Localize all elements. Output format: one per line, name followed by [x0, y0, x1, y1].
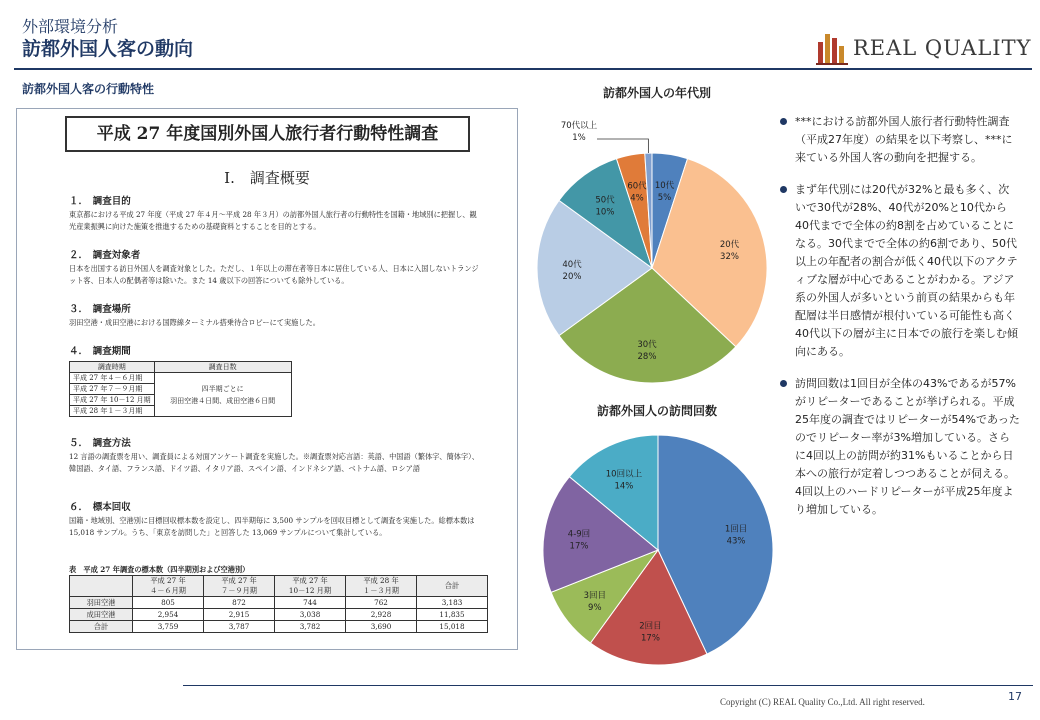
table-header: 調査時期: [70, 362, 155, 373]
sample-count-table: [69, 575, 488, 633]
slice-value-label: 28%: [637, 351, 657, 362]
table-cell: 3,787: [204, 621, 275, 633]
commentary-list: [780, 113, 1020, 533]
slice-category-label: 50代: [595, 195, 615, 206]
table-cell: 3,759: [133, 621, 204, 633]
table-header-line: １－３月期: [363, 586, 399, 595]
table-cell: 2,915: [204, 609, 275, 621]
table-header-line: 平成 27 年: [292, 576, 328, 585]
age-chart-title: 訪都外国人の年代別: [602, 86, 711, 100]
bullet-icon: [780, 118, 787, 125]
footer-divider: [183, 685, 1033, 686]
sample-table-caption: 表 平成 27 年調査の標本数（四半期別および空港別）: [69, 565, 250, 574]
table-row: [70, 609, 488, 621]
table-cell: 平成 28 年１－３月期: [70, 406, 155, 417]
slice-value-label: 10%: [595, 207, 615, 218]
document-section-heading: ５． 調査方法: [69, 438, 131, 449]
table-cell: 3,782: [275, 621, 346, 633]
page-supertitle: 外部環境分析: [22, 17, 119, 36]
table-row: [70, 597, 488, 609]
table-header: 調査日数: [154, 362, 291, 373]
slice-category-label: 60代: [627, 181, 647, 192]
document-section-heading: １． 調査目的: [69, 196, 131, 207]
document-section-heading: ３． 調査場所: [69, 304, 131, 315]
logo-text: REAL QUALITY: [853, 36, 1032, 60]
slice-category-label: 3回目: [583, 591, 606, 602]
commentary-item: [780, 181, 1020, 361]
slice-value-label: 17%: [569, 541, 589, 552]
slice-category-label: 40代: [562, 260, 582, 270]
document-section-body: 東京都における平成 27 年度（平成 27 年４月～平成 28 年３月）の訪都外国人旅行者の行動特性を国籍・地域別に把握し、観光産業振興に向けた施策を推進するための基礎資料とすることを目的とする。: [69, 210, 477, 231]
survey-days-line: 羽田空港４日間、成田空港６日間: [170, 396, 276, 405]
table-cell: 平成 27 年４－６月期: [70, 373, 155, 384]
table-cell: [154, 373, 291, 417]
table-cell: 3,690: [346, 621, 417, 633]
table-cell: 872: [204, 597, 275, 609]
slice-value-label: 4%: [630, 193, 644, 204]
commentary-item: [780, 375, 1020, 519]
table-cell: 平成 27 年７－９月期: [70, 384, 155, 395]
table-cell: 805: [133, 597, 204, 609]
table-row-label: 羽田空港: [70, 597, 133, 609]
document-section-body: 12 言語の調査票を用い、調査員による対面アンケート調査を実施した。※調査票対応言語：英語、中国語（繁体字、簡体字）、韓国語、タイ語、フランス語、ドイツ語、イタリア語、スペイン語、インドネシア語、ベトナム語、ロシア語: [69, 452, 479, 473]
table-header-line: ７－９月期: [221, 586, 257, 595]
table-header: [204, 576, 275, 597]
visit-pie-chart: [525, 420, 785, 670]
table-cell: 3,038: [275, 609, 346, 621]
slice-value-label: 1%: [572, 133, 586, 143]
document-title: 平成 27 年度国別外国人旅行者行動特性調査: [65, 116, 470, 152]
table-header-line: 合計: [444, 581, 460, 590]
survey-period-table: [69, 361, 292, 417]
table-cell: 3,183: [417, 597, 488, 609]
slice-category-label: 1回目: [724, 524, 748, 535]
table-row-label: 成田空港: [70, 609, 133, 621]
table-header: [346, 576, 417, 597]
slice-value-label: 32%: [720, 252, 739, 263]
table-header-line: 平成 27 年: [221, 576, 257, 585]
table-cell: 2,954: [133, 609, 204, 621]
table-header: [133, 576, 204, 597]
table-cell: 762: [346, 597, 417, 609]
table-header: [417, 576, 488, 597]
document-section-heading: ２． 調査対象者: [69, 250, 141, 261]
table-header-line: ４－６月期: [150, 586, 186, 595]
table-cell: 11,835: [417, 609, 488, 621]
slice-category-label: 10代: [654, 180, 675, 191]
slice-value-label: 20%: [562, 272, 582, 282]
commentary-text: まず年代別には20代が32%と最も多く、次いで30代が28%、40代が20%と10代から40代までで全体の約8割を占めていることになる。30代までで全体の約6割であり、50代以上の年配者の割合が低く40代以下のアクティブな層が中心であることがわかる。アジア系の外国人が多いという前頁の結果からも年配層は半日感情が根付いている可能性も高く40代以下の層が主に日本での旅行を楽しむ傾向にある。: [795, 183, 1018, 358]
document-section-body: 国籍・地域別、空港別に目標回収標本数を設定し、四半期毎に 3,500 サンプルを回収目標として調査を実施した。総標本数は 15,018 サンプル。うち、「東京を訪問した」と回答した 13,069 サンプルについて集計している。: [69, 516, 475, 537]
document-section-body: 日本を出国する訪日外国人を調査対象とした。ただし、１年以上の滞在者等日本に居住している人、日本に入国しないトランジット客、日本人の配偶者等は除いた。また 14 歳以下の回答についても除外している。: [69, 264, 479, 285]
visit-chart-title: 訪都外国人の訪問回数: [596, 404, 717, 418]
survey-days-line: 四半期ごとに: [201, 384, 244, 393]
bullet-icon: [780, 186, 787, 193]
commentary-text: ***における訪都外国人旅行者行動特性調査（平成27年度）の結果を以下考察し、***に来ている外国人客の動向を把握する。: [795, 115, 1013, 164]
table-row: [70, 621, 488, 633]
table-header-line: 平成 27 年: [150, 576, 186, 585]
age-pie-chart: [525, 100, 775, 390]
document-section-heading: ４． 調査期間: [69, 346, 131, 357]
page-number: 17: [1008, 690, 1022, 703]
table-cell: 平成 27 年 10－12 月期: [70, 395, 155, 406]
header-divider: [14, 68, 1032, 70]
document-section-body: 羽田空港・成田空港における国際線ターミナル搭乗待合ロビーにて実施した。: [69, 318, 320, 327]
slice-value-label: 14%: [614, 481, 634, 492]
page-title: 訪都外国人客の動向: [22, 38, 194, 60]
document-section-heading: ６． 標本回収: [69, 502, 131, 513]
slice-value-label: 17%: [641, 633, 660, 644]
logo-mark-icon: [815, 28, 849, 66]
slice-category-label: 70代以上: [560, 121, 598, 131]
commentary-text: 訪問回数は1回目が全体の43%であるが57%がリピーターであることが挙げられる。平成25年度の調査ではリピーターが54%であったのでリピーター率が3%増加している。さらに4回以上の訪問が約31%もいることから日本への旅行が定着しつつあることが伺える。4回以上のハードリピーターが平成25年度より増加している。: [795, 377, 1020, 516]
company-logo: [815, 28, 1032, 68]
table-cell: 2,928: [346, 609, 417, 621]
leader-line: [597, 139, 648, 153]
table-header-line: 平成 28 年: [363, 576, 399, 585]
slice-category-label: 30代: [637, 339, 657, 350]
slice-category-label: 20代: [719, 240, 740, 251]
slice-category-label: 4-9回: [567, 529, 591, 540]
table-header: [275, 576, 346, 597]
slice-category-label: 2回目: [639, 621, 662, 632]
table-header-line: 10－12 月期: [288, 586, 332, 595]
table-row-label: 合計: [70, 621, 133, 633]
survey-document-image: [16, 108, 518, 650]
slice-value-label: 43%: [726, 536, 746, 547]
table-cell: 15,018: [417, 621, 488, 633]
commentary-item: [780, 113, 1020, 167]
slice-value-label: 9%: [588, 603, 602, 614]
slice-value-label: 5%: [657, 192, 672, 203]
section-label: 訪都外国人客の行動特性: [22, 82, 155, 96]
copyright: Copyright (C) REAL Quality Co.,Ltd. All right reserved.: [720, 697, 925, 707]
slice-category-label: 10回以上: [605, 469, 643, 480]
table-header: [70, 576, 133, 597]
bullet-icon: [780, 380, 787, 387]
table-cell: 744: [275, 597, 346, 609]
document-heading: I. 調査概要: [224, 169, 310, 187]
